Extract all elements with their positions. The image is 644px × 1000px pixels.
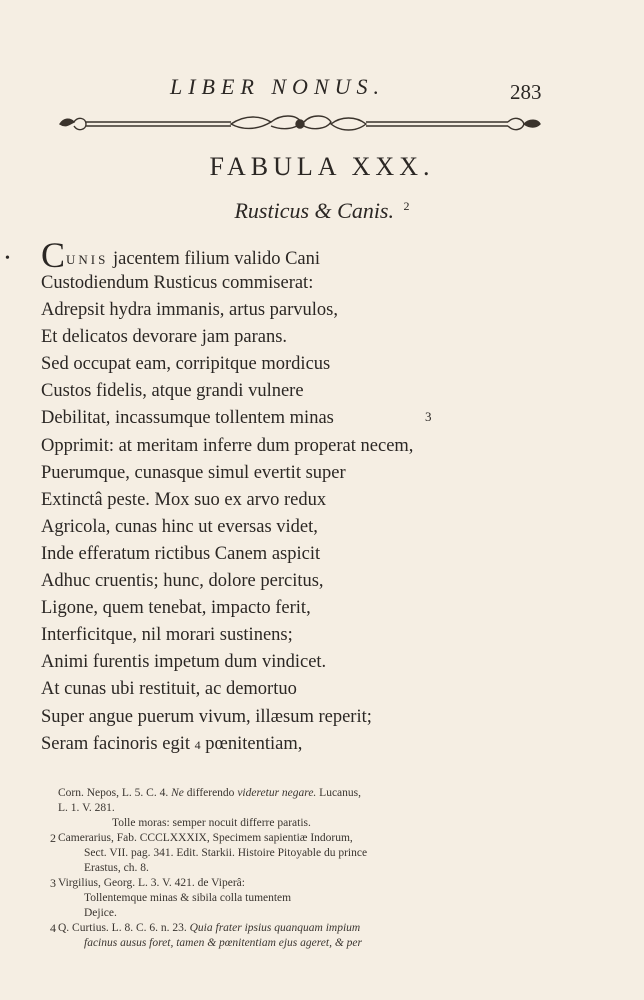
verse-line: Animi furentis impetum dum vindicet. xyxy=(41,652,327,673)
footnote-line xyxy=(50,831,548,846)
verse-line: Sed occupat eam, corripitque mordicus xyxy=(41,354,331,375)
verse-line: Adhuc cruentis; hunc, dolore percitus, xyxy=(41,571,324,592)
verse-line: Super angue puerum vivum, illæsum reperit; xyxy=(41,706,372,727)
footnote-text: Lucanus, xyxy=(316,787,362,799)
verse-text: pœnitentiam, xyxy=(200,733,303,754)
verse-text: Debilitat, incassumque tollentem minas xyxy=(41,408,334,429)
verse-line: At cunas ubi restituit, ac demortuo xyxy=(41,679,297,700)
first-word-smallcaps: UNIS xyxy=(66,252,109,267)
footnote-text: Camerarius, Fab. CCCLXXXIX, Specimem sapientiæ Indorum, xyxy=(58,832,353,844)
footnote-ref: 3 xyxy=(425,409,432,425)
footnote-italic: videretur negare. xyxy=(237,787,317,799)
fable-subtitle xyxy=(0,198,644,224)
footnote-text: differendo xyxy=(183,787,238,799)
footnote-ref: 4 xyxy=(194,737,201,752)
footnote-italic: Quia frater ipsius quanquam impium xyxy=(189,922,361,934)
verse-line: Custos fidelis, atque grandi vulnere xyxy=(41,381,304,402)
verse-line: Extinctâ peste. Mox suo ex arvo redux xyxy=(41,489,327,510)
footnote-line xyxy=(50,876,548,891)
footnote-text: Q. Curtius. L. 8. C. 6. n. 23. xyxy=(58,922,190,934)
footnote-number: 4 xyxy=(50,921,56,935)
footnote-line: facinus ausus foret, tamen & pœnitentiam ejus ageret, & per xyxy=(84,937,362,949)
poem-text xyxy=(5,235,561,758)
footnote-number: 2 xyxy=(50,831,56,845)
margin-dot: • xyxy=(5,251,10,266)
verse-line: Inde efferatum rictibus Canem aspicit xyxy=(41,543,321,564)
footnote-line xyxy=(50,921,548,936)
fable-title: FABULA XXX. xyxy=(209,152,435,181)
subtitle-text: Rusticus & Canis. xyxy=(234,198,394,223)
verse-line: Ligone, quem tenebat, impacto ferit, xyxy=(41,598,311,619)
subtitle-note-ref: 2 xyxy=(403,199,410,213)
footnote-line: Dejice. xyxy=(84,907,117,919)
verse-line: Agricola, cunas hinc ut eversas videt, xyxy=(41,516,318,537)
page-number: 283 xyxy=(510,80,542,104)
footnotes xyxy=(50,786,548,951)
verse-line: Adrepsit hydra immanis, artus parvulos, xyxy=(41,300,338,321)
verse-line: Et delicatos devorare jam parans. xyxy=(41,327,288,348)
verse-line: Puerumque, cunasque simul evertit super xyxy=(41,462,346,483)
footnote-number: 3 xyxy=(50,876,56,890)
ornamental-rule xyxy=(56,112,544,136)
footnote-text: Corn. Nepos, L. 5. C. 4. xyxy=(58,787,172,799)
verse-line xyxy=(41,731,561,758)
footnote-line xyxy=(58,786,548,801)
footnote-line: Tollentemque minas & sibila colla tumentem xyxy=(84,892,292,904)
first-line-rest: jacentem filium valido Cani xyxy=(108,249,321,269)
footnote-line: Erastus, ch. 8. xyxy=(84,862,149,874)
footnote-italic: Ne xyxy=(171,787,184,799)
verse-line: Interficitque, nil morari sustinens; xyxy=(41,625,293,646)
verse-line: Opprimit: at meritam inferre dum properat necem, xyxy=(41,435,414,456)
drop-cap: C xyxy=(41,235,66,275)
footnote-line: Tolle moras: semper nocuit differre paratis. xyxy=(112,817,311,829)
verse-line xyxy=(41,405,561,432)
footnote-line: L. 1. V. 281. xyxy=(58,802,115,814)
running-head: LIBER NONUS. xyxy=(170,74,385,99)
footnote-text: Virgilius, Georg. L. 3. V. 421. de Viperâ: xyxy=(58,877,245,889)
footnote-line: Sect. VII. pag. 341. Edit. Starkii. Histoire Pitoyable du prince xyxy=(84,847,368,859)
verse-text: Seram facinoris egit xyxy=(41,733,195,754)
verse-line xyxy=(5,235,561,275)
verse-line: Custodiendum Rusticus commiserat: xyxy=(41,273,314,293)
